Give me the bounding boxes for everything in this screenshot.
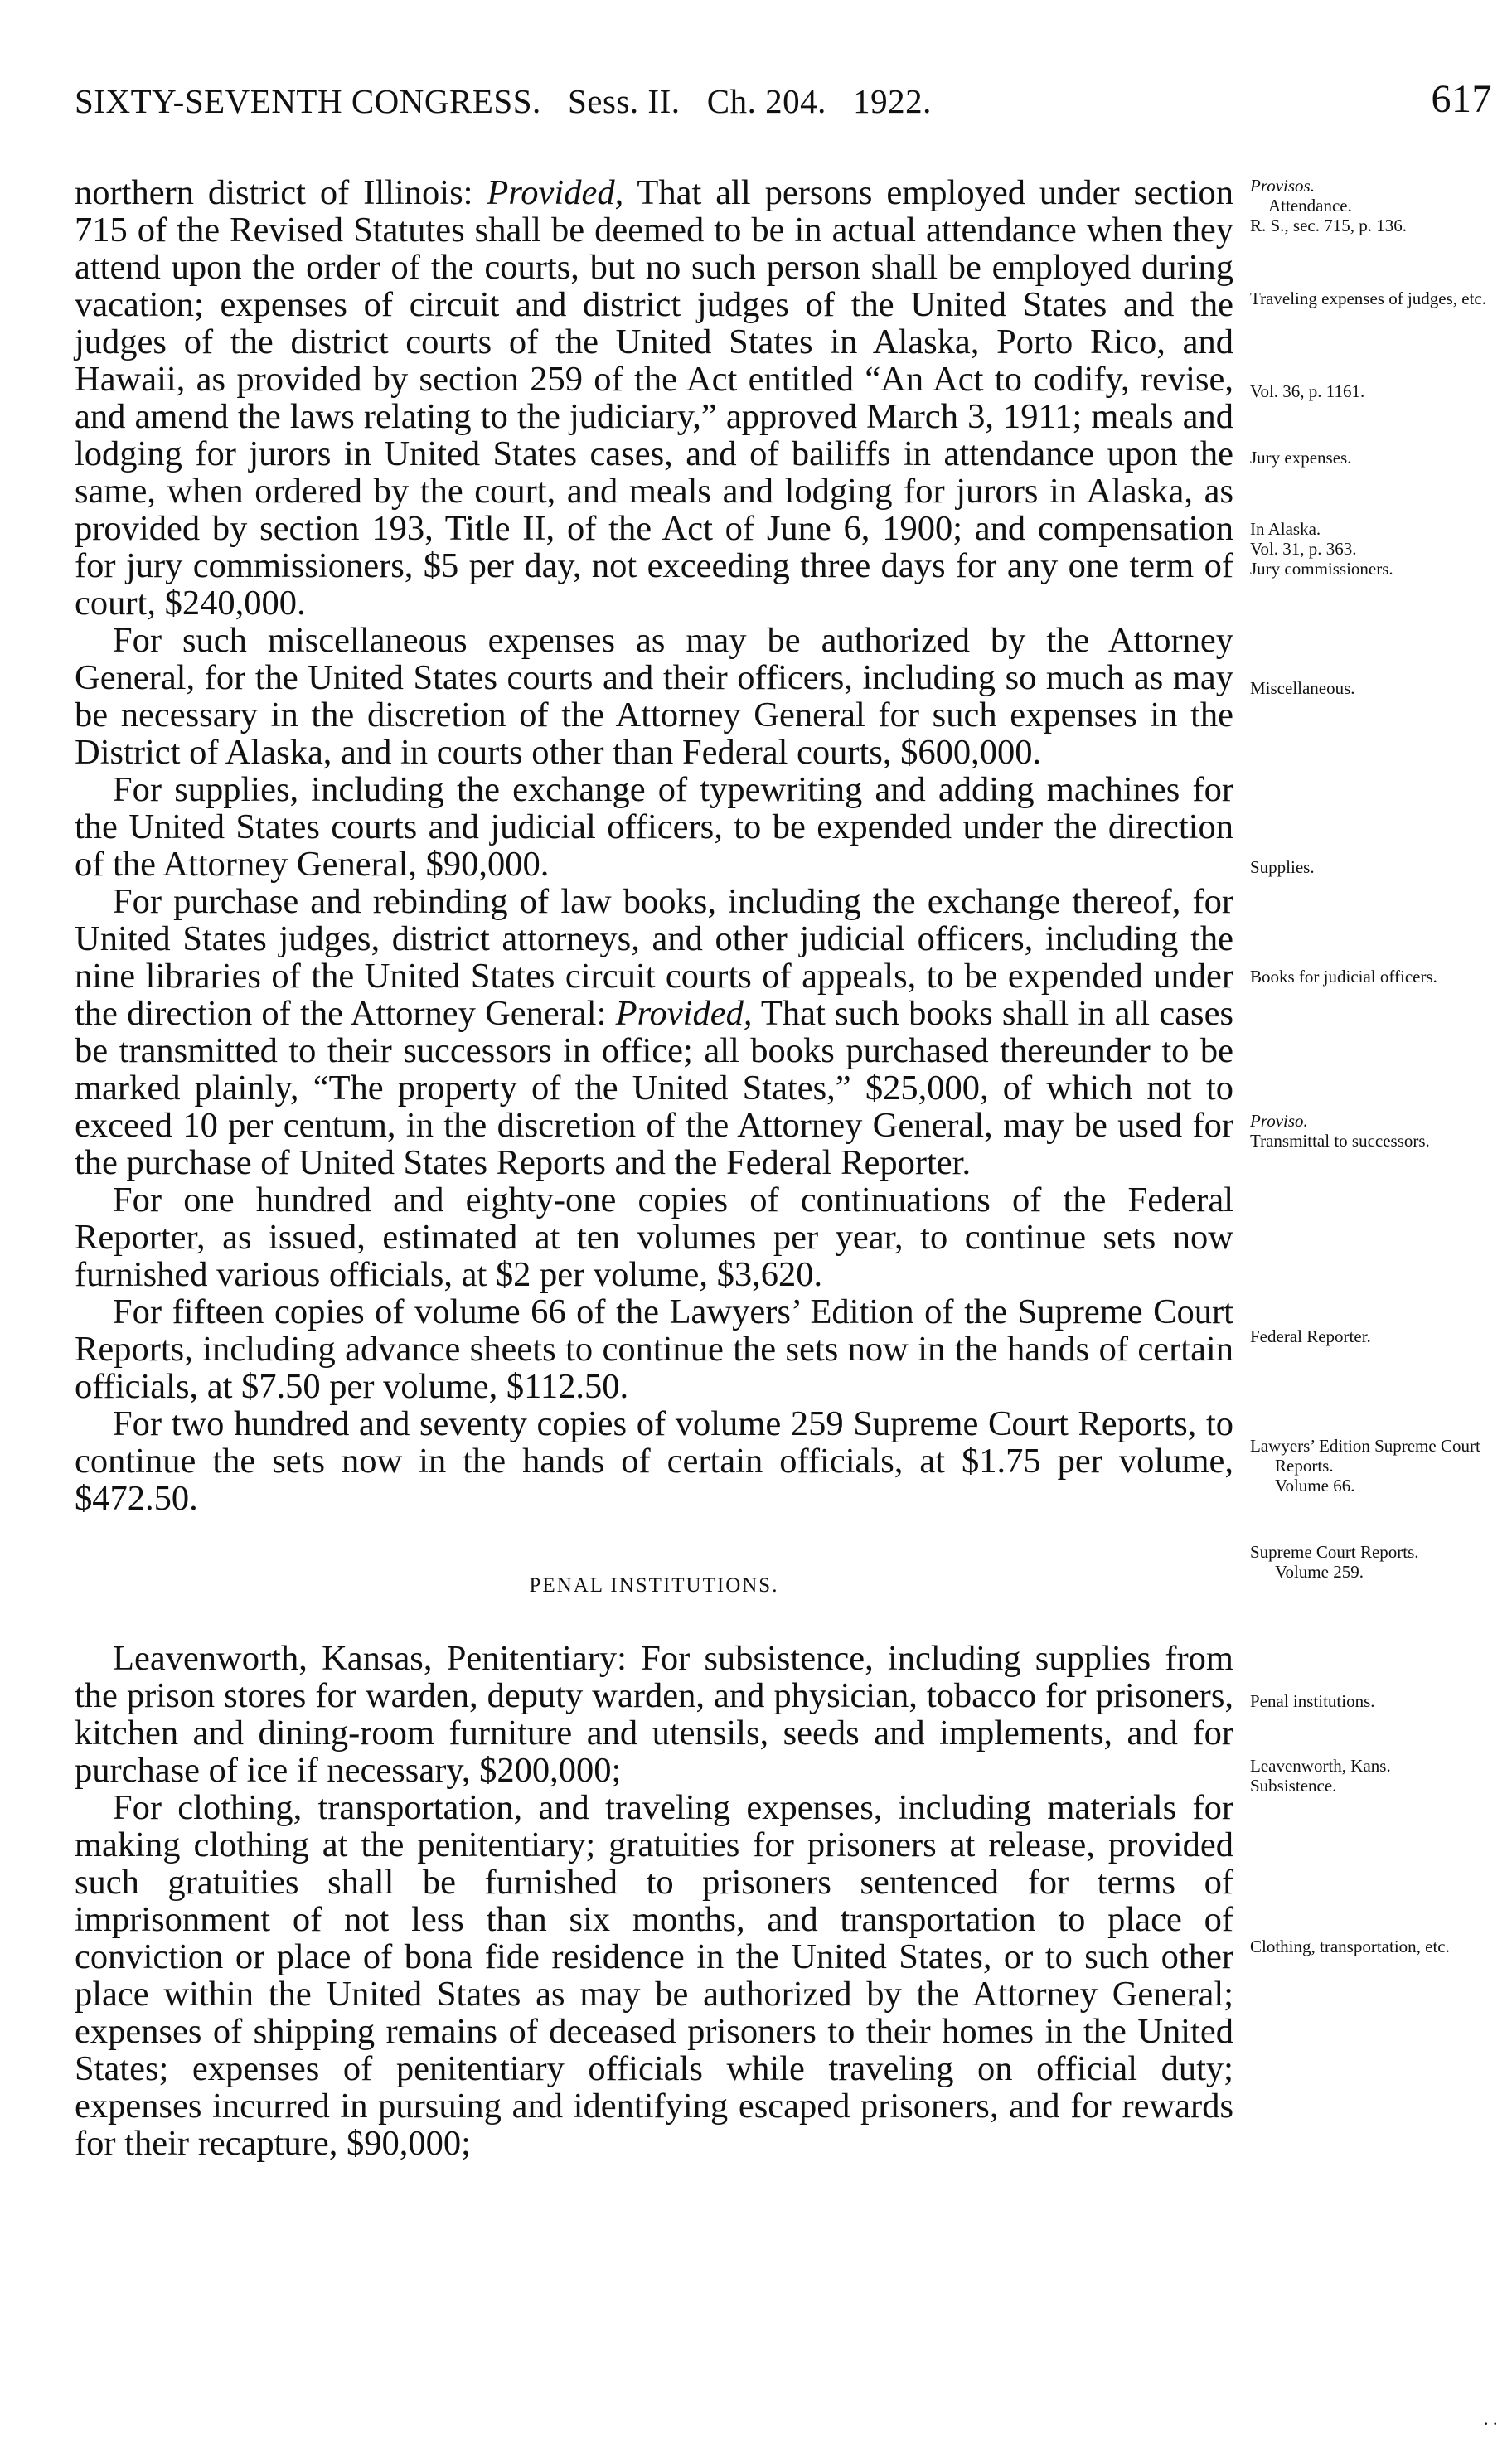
note-text: Proviso. bbox=[1250, 1111, 1308, 1131]
running-title: SIXTY-SEVENTH CONGRESS. Sess. II. Ch. 204. 1922. bbox=[75, 82, 932, 120]
margin-note-federal: Federal Reporter. bbox=[1250, 1326, 1371, 1346]
margin-note-supreme bbox=[1250, 1542, 1507, 1582]
page-number: 617 bbox=[1431, 77, 1492, 121]
provided-italic: Provided, bbox=[615, 994, 753, 1033]
paragraph-9: For clothing, transportation, and traveling expenses, including materials for making clothing at the penitentiary; gratuities for prisoners at release, provided such gratuities shall be furnished to prisoners sentenced for terms of imprisonment of not less than six months, and transportation to place of conviction or place of bona fide residence in the United States, or to such other place within the United States as may be authorized by the Attorney General; expenses of shipping remains of deceased prisoners to their homes in the United States; expenses of penitentiary officials while traveling on official duty; expenses incurred in pursuing and identifying escaped prisoners, and for rewards for their recapture, $90,000; bbox=[75, 1788, 1233, 2163]
margin-note-misc: Miscellaneous. bbox=[1250, 678, 1355, 698]
note-text: Traveling expenses of judges, etc. bbox=[1250, 288, 1486, 308]
paragraph-7: For two hundred and seventy copies of volume 259 Supreme Court Reports, to continue the sets now in the hands of certain officials, at $1.75 per volume, $472.50. bbox=[75, 1404, 1233, 1518]
note-text: Transmittal to successors. bbox=[1250, 1131, 1430, 1151]
paragraph-4 bbox=[75, 883, 1233, 1181]
margin-note-vol36: Vol. 36, p. 1161. bbox=[1250, 381, 1365, 401]
margin-note-proviso bbox=[1250, 1111, 1507, 1151]
note-text: Provisos. bbox=[1250, 176, 1315, 196]
note-text: In Alaska. bbox=[1250, 519, 1321, 539]
paragraph-8: Leavenworth, Kansas, Penitentiary: For subsistence, including supplies from the prison stores for warden, deputy warden, and physician, tobacco for prisoners, kitchen and dining-room furniture and utensils, seeds and implements, and for purchase of ice if necessary, $200,000; bbox=[75, 1639, 1233, 1790]
note-text: Vol. 31, p. 363. bbox=[1250, 539, 1357, 559]
margin-note-lawyers bbox=[1250, 1436, 1507, 1496]
note-text: Subsistence. bbox=[1250, 1776, 1337, 1796]
note-text: Clothing, transportation, etc. bbox=[1250, 1937, 1450, 1956]
margin-note-jury: Jury expenses. bbox=[1250, 448, 1352, 468]
margin-note-supplies: Supplies. bbox=[1250, 857, 1315, 877]
note-text: Jury commissioners. bbox=[1250, 559, 1393, 579]
section-heading: PENAL INSTITUTIONS. bbox=[529, 1574, 779, 1597]
note-text: Supreme Court Reports. bbox=[1250, 1542, 1419, 1562]
text-span: For purchase and rebinding of law books, including the exchange thereof, for United States judges, district attorneys, and other judicial officers, including the nine libraries of the United States circuit courts of appeals, to be expended under the direction of the Attorney General: bbox=[75, 882, 1233, 1033]
text-span: That such books shall in all cases be transmitted to their successors in office; all books purchased thereunder to be marked plainly, “The property of the United States,” $25,000, of which not to exceed 10 per centum, in the discretion of the Attorney General, may be used for the purchase of United States Reports and the Federal Reporter. bbox=[75, 994, 1233, 1182]
paragraph-5: For one hundred and eighty-one copies of continuations of the Federal Reporter, as issued, estimated at ten volumes per year, to continue sets now furnished various officials, at $2 per volume, $3,620. bbox=[75, 1180, 1233, 1294]
margin-note-clothing bbox=[1250, 1937, 1507, 1956]
note-text: R. S., sec. 715, p. 136. bbox=[1250, 216, 1407, 235]
margin-note-alaska bbox=[1250, 519, 1507, 579]
text-span: That all persons employed under section 715 of the Revised Statutes shall be deemed to be in actual attendance when they attend upon the order of the courts, but no such person shall be employed during vacation; expenses of circuit and district judges of the United States and the judges of the district courts of the United States in Alaska, Porto Rico, and Hawaii, as provided by section 259 of the Act entitled “An Act to codify, revise, and amend the laws relating to the judiciary,” approved March 3, 1911; meals and lodging for jurors in United States cases, and of bailiffs in attendance upon the same, when ordered by the court, and meals and lodging for jurors in Alaska, as provided by section 193, Title II, of the Act of June 6, 1900; and compensation for jury commissioners, $5 per day, not exceeding three days for any one term of court, $240,000. bbox=[75, 173, 1233, 623]
note-text: Volume 66. bbox=[1275, 1476, 1355, 1496]
paragraph-3: For supplies, including the exchange of typewriting and adding machines for the United States courts and judicial officers, to be expended under the direction of the Attorney General, $90,000. bbox=[75, 770, 1233, 884]
margin-note-leavenworth bbox=[1250, 1756, 1507, 1796]
paragraph-6: For fifteen copies of volume 66 of the Lawyers’ Edition of the Supreme Court Reports, including advance sheets to continue the sets now in the hands of certain officials, at $7.50 per volume, $112.50. bbox=[75, 1292, 1233, 1406]
note-text: Lawyers’ Edition Supreme Court Reports. bbox=[1250, 1436, 1480, 1476]
text-span: northern district of Illinois: bbox=[75, 173, 487, 212]
main-text bbox=[75, 174, 1233, 2162]
footer-marks: . . bbox=[1484, 2408, 1498, 2429]
provided-italic: Provided, bbox=[487, 173, 624, 212]
note-text: Books for judicial officers. bbox=[1250, 967, 1437, 987]
margin-note-traveling bbox=[1250, 288, 1507, 308]
paragraph-2: For such miscellaneous expenses as may be authorized by the Attorney General, for the United States courts and their officers, including so much as may be necessary in the discretion of the Attorney General for such expenses in the District of Alaska, and in courts other than Federal courts, $600,000. bbox=[75, 621, 1233, 772]
note-text: Volume 259. bbox=[1275, 1562, 1364, 1582]
margin-note-books bbox=[1250, 967, 1507, 987]
note-text: Leavenworth, Kans. bbox=[1250, 1756, 1391, 1776]
margin-note-penal: Penal institutions. bbox=[1250, 1691, 1375, 1711]
margin-note-provisos bbox=[1250, 176, 1507, 235]
note-text: Attendance. bbox=[1268, 196, 1352, 216]
page-header bbox=[75, 77, 1492, 131]
paragraph-1 bbox=[75, 174, 1233, 622]
